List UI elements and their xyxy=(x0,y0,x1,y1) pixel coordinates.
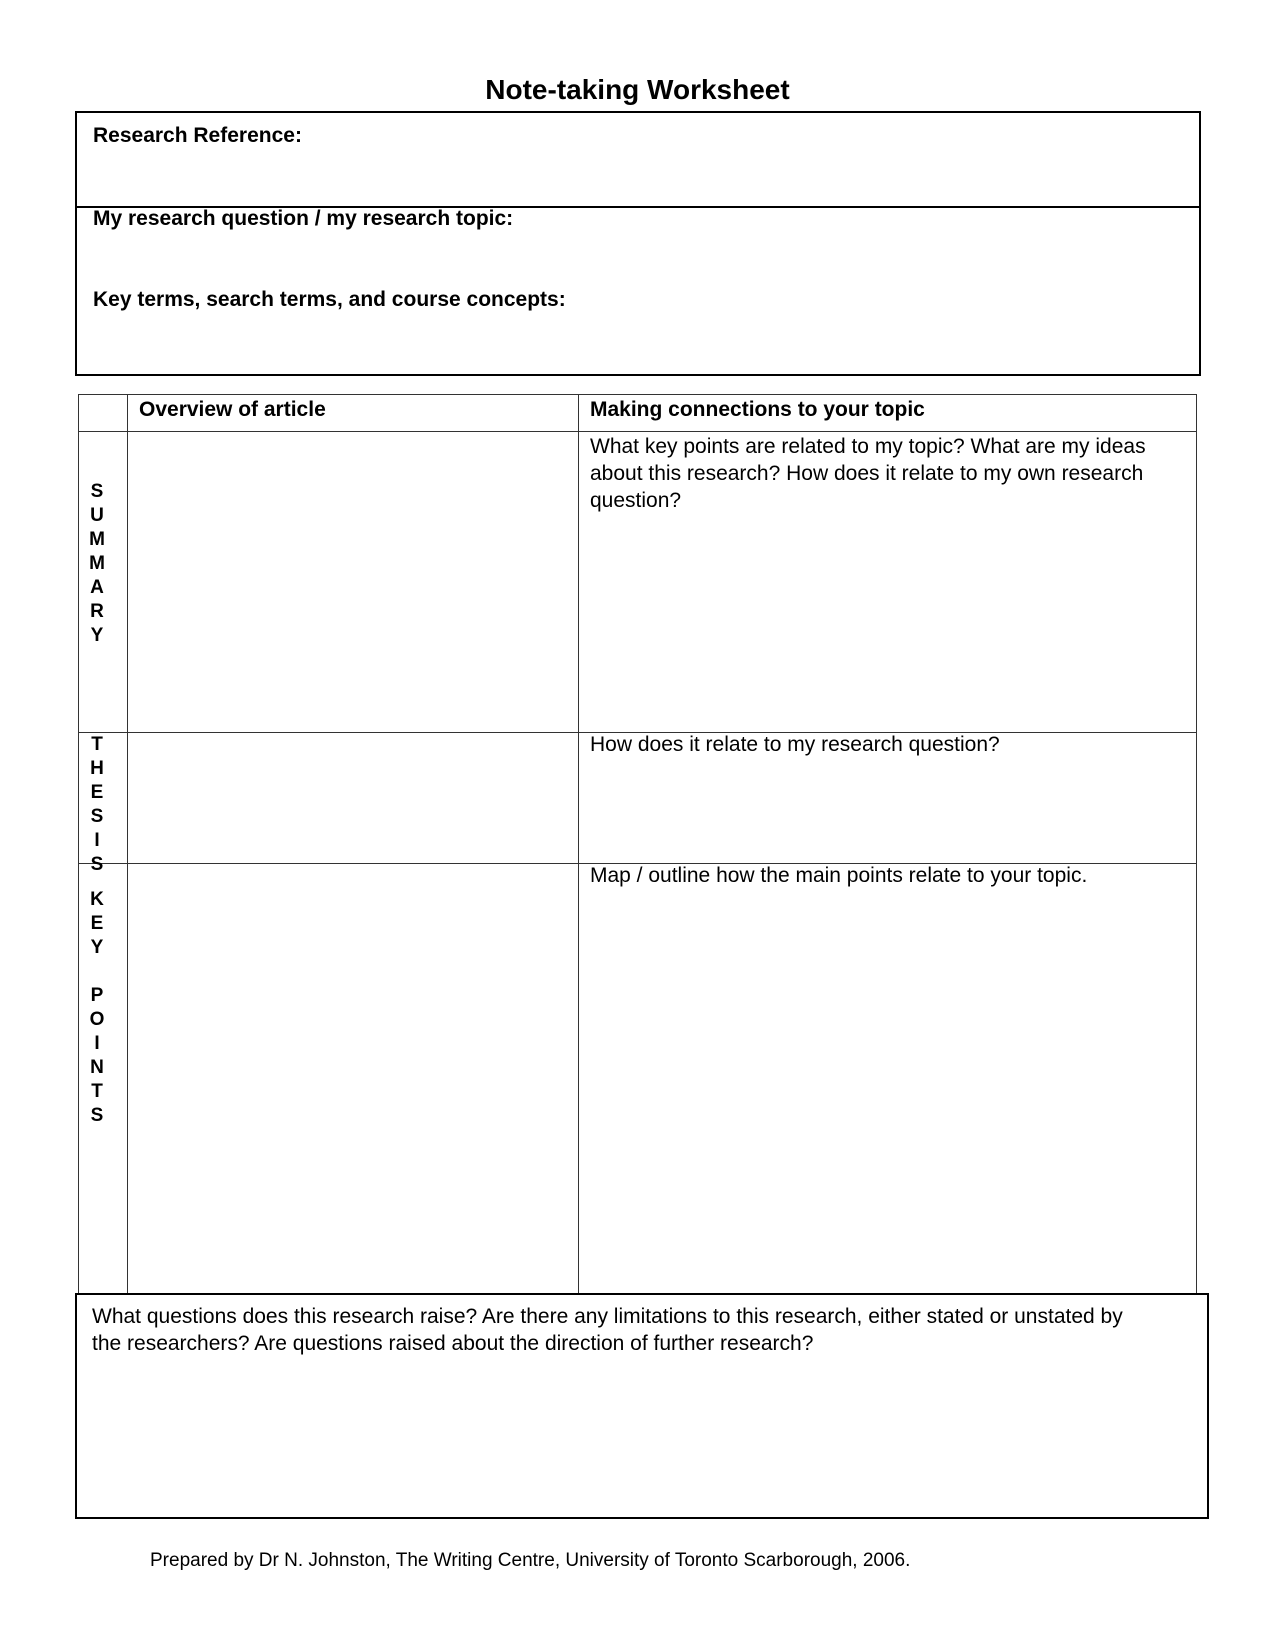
thesis-connections-prompt: How does it relate to my research question? xyxy=(590,733,1000,756)
key-points-connections-prompt: Map / outline how the main points relate to your topic. xyxy=(590,864,1088,887)
key-terms-label: Key terms, search terms, and course concepts: xyxy=(93,288,566,311)
key-points-overview-cell[interactable] xyxy=(128,864,578,1294)
notes-table xyxy=(78,394,1197,1294)
page-title: Note-taking Worksheet xyxy=(485,74,790,105)
header-connections: Making connections to your topic xyxy=(590,398,925,421)
column-divider xyxy=(578,395,579,1294)
questions-box xyxy=(75,1293,1209,1519)
footer-credit: Prepared by Dr N. Johnston, The Writing Centre, University of Toronto Scarborough, 2006. xyxy=(150,1550,911,1571)
row-label-thesis: T H E S I S xyxy=(90,734,104,875)
row-label-summary: S U M M A R Y xyxy=(89,481,105,646)
summary-overview-cell[interactable] xyxy=(128,432,578,732)
research-reference-label: Research Reference: xyxy=(93,124,302,147)
reference-box xyxy=(75,111,1201,376)
thesis-overview-cell[interactable] xyxy=(128,733,578,863)
summary-connections-prompt: What key points are related to my topic? What are my ideas about this research? How does it relate to my own research question? xyxy=(590,435,1146,512)
header-overview: Overview of article xyxy=(139,398,326,421)
research-question-label: My research question / my research topic: xyxy=(93,207,514,230)
row-label-key-points: K E Y P O I N T S xyxy=(89,889,105,1126)
questions-prompt: What questions does this research raise? Are there any limitations to this research, either stated or unstated by the researchers? Are questions raised about the direction of further research? xyxy=(92,1305,1123,1355)
